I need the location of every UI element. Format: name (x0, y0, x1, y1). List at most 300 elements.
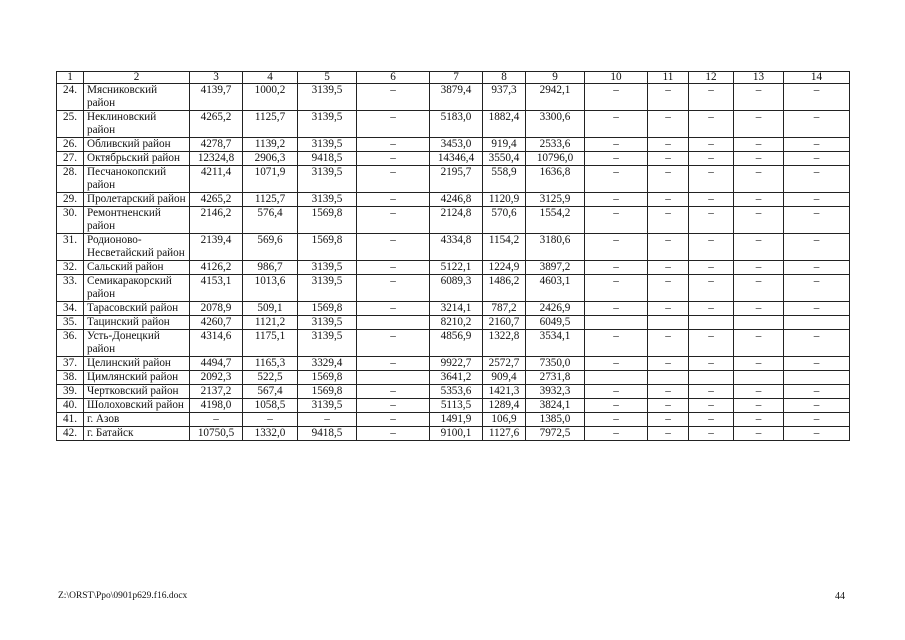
district-name-cell: Тарасовский район (84, 302, 190, 316)
table-header-row (57, 72, 850, 84)
value-cell: – (689, 399, 734, 413)
value-cell (648, 316, 689, 330)
value-cell: 1554,2 (526, 207, 585, 234)
value-cell: 558,9 (483, 166, 526, 193)
district-name-cell: Цимлянский район (84, 371, 190, 385)
value-cell: – (648, 166, 689, 193)
district-name-cell: Семикаракорский район (84, 275, 190, 302)
district-name-cell: Чертковский район (84, 385, 190, 399)
value-cell: – (734, 261, 784, 275)
value-cell: 4246,8 (430, 193, 483, 207)
footer-page-number: 44 (835, 591, 845, 602)
district-name-cell: Ремонтненский район (84, 207, 190, 234)
value-cell: 3550,4 (483, 152, 526, 166)
value-cell (734, 316, 784, 330)
value-cell: 3139,5 (298, 138, 357, 152)
data-table (56, 71, 850, 441)
value-cell: – (734, 111, 784, 138)
value-cell: 3300,6 (526, 111, 585, 138)
value-cell: 1071,9 (243, 166, 298, 193)
value-cell (689, 371, 734, 385)
value-cell: – (689, 413, 734, 427)
value-cell: – (784, 207, 850, 234)
row-number-cell: 30. (57, 207, 84, 234)
row-number-cell: 27. (57, 152, 84, 166)
value-cell: – (689, 234, 734, 261)
value-cell (734, 371, 784, 385)
value-cell: – (734, 275, 784, 302)
footer-file-path: Z:\ORST\Ppo\0901p629.f16.docx (58, 591, 188, 601)
value-cell: – (784, 166, 850, 193)
table-row (57, 371, 850, 385)
district-name-cell: г. Батайск (84, 427, 190, 441)
value-cell: – (734, 207, 784, 234)
value-cell (689, 316, 734, 330)
value-cell: 2533,6 (526, 138, 585, 152)
column-number-header: 12 (689, 72, 734, 84)
value-cell: – (648, 207, 689, 234)
district-name-cell: Сальский район (84, 261, 190, 275)
value-cell: – (357, 413, 430, 427)
row-number-cell: 35. (57, 316, 84, 330)
column-number-header: 2 (84, 72, 190, 84)
value-cell: 1322,8 (483, 330, 526, 357)
value-cell: 3139,5 (298, 261, 357, 275)
value-cell: 1125,7 (243, 111, 298, 138)
table-row (57, 275, 850, 302)
value-cell: – (357, 330, 430, 357)
table-row (57, 385, 850, 399)
value-cell: – (784, 357, 850, 371)
value-cell: 3139,5 (298, 316, 357, 330)
value-cell: – (734, 357, 784, 371)
value-cell: 9100,1 (430, 427, 483, 441)
value-cell: – (734, 84, 784, 111)
value-cell (585, 371, 648, 385)
value-cell: – (648, 385, 689, 399)
table-row (57, 357, 850, 371)
column-number-header: 10 (585, 72, 648, 84)
row-number-cell: 31. (57, 234, 84, 261)
district-name-cell: Усть-Донецкий район (84, 330, 190, 357)
district-name-cell: Шолоховский район (84, 399, 190, 413)
value-cell: 1569,8 (298, 371, 357, 385)
value-cell: 1569,8 (298, 385, 357, 399)
value-cell: – (648, 427, 689, 441)
value-cell: – (648, 261, 689, 275)
value-cell: – (648, 234, 689, 261)
row-number-cell: 33. (57, 275, 84, 302)
value-cell: 7972,5 (526, 427, 585, 441)
district-name-cell: г. Азов (84, 413, 190, 427)
value-cell: – (243, 413, 298, 427)
value-cell: – (357, 207, 430, 234)
value-cell: 3214,1 (430, 302, 483, 316)
value-cell: 1121,2 (243, 316, 298, 330)
value-cell: – (648, 138, 689, 152)
district-name-cell: Целинский район (84, 357, 190, 371)
value-cell: – (648, 193, 689, 207)
row-number-cell: 26. (57, 138, 84, 152)
row-number-cell: 37. (57, 357, 84, 371)
value-cell: – (648, 302, 689, 316)
value-cell: 3139,5 (298, 330, 357, 357)
value-cell: – (585, 399, 648, 413)
value-cell: – (689, 111, 734, 138)
table-row (57, 427, 850, 441)
value-cell: 4603,1 (526, 275, 585, 302)
value-cell: 12324,8 (190, 152, 243, 166)
table-row (57, 193, 850, 207)
value-cell: – (689, 166, 734, 193)
value-cell: 8210,2 (430, 316, 483, 330)
value-cell: 1000,2 (243, 84, 298, 111)
value-cell: – (648, 84, 689, 111)
value-cell: 3329,4 (298, 357, 357, 371)
value-cell: – (784, 193, 850, 207)
value-cell: – (734, 385, 784, 399)
value-cell: 1013,6 (243, 275, 298, 302)
value-cell: – (648, 275, 689, 302)
value-cell: – (585, 385, 648, 399)
value-cell: – (298, 413, 357, 427)
value-cell: 1636,8 (526, 166, 585, 193)
value-cell: 4198,0 (190, 399, 243, 413)
column-number-header: 3 (190, 72, 243, 84)
district-name-cell: Обливский район (84, 138, 190, 152)
column-number-header: 9 (526, 72, 585, 84)
value-cell: – (585, 193, 648, 207)
value-cell: – (689, 427, 734, 441)
value-cell (357, 371, 430, 385)
value-cell: – (585, 330, 648, 357)
value-cell: 4126,2 (190, 261, 243, 275)
value-cell: 2195,7 (430, 166, 483, 193)
value-cell: 3139,5 (298, 193, 357, 207)
value-cell: – (648, 330, 689, 357)
value-cell: 4153,1 (190, 275, 243, 302)
value-cell: 3139,5 (298, 84, 357, 111)
value-cell: 1882,4 (483, 111, 526, 138)
table-row (57, 330, 850, 357)
value-cell: 1569,8 (298, 234, 357, 261)
value-cell: 1175,1 (243, 330, 298, 357)
row-number-cell: 38. (57, 371, 84, 385)
value-cell: 570,6 (483, 207, 526, 234)
value-cell: – (734, 302, 784, 316)
column-number-header: 8 (483, 72, 526, 84)
value-cell: – (784, 399, 850, 413)
row-number-cell: 42. (57, 427, 84, 441)
value-cell: – (357, 138, 430, 152)
value-cell: 3453,0 (430, 138, 483, 152)
value-cell: 5353,6 (430, 385, 483, 399)
value-cell: – (734, 138, 784, 152)
value-cell: – (689, 330, 734, 357)
value-cell: – (734, 330, 784, 357)
value-cell: – (784, 275, 850, 302)
value-cell: 4314,6 (190, 330, 243, 357)
value-cell: – (585, 166, 648, 193)
value-cell: 522,5 (243, 371, 298, 385)
value-cell: 1332,0 (243, 427, 298, 441)
value-cell: 3139,5 (298, 111, 357, 138)
value-cell: 1385,0 (526, 413, 585, 427)
value-cell: – (689, 193, 734, 207)
value-cell: – (357, 302, 430, 316)
value-cell: – (357, 234, 430, 261)
value-cell: – (689, 357, 734, 371)
value-cell: – (357, 193, 430, 207)
value-cell: 1120,9 (483, 193, 526, 207)
district-name-cell: Тацинский район (84, 316, 190, 330)
value-cell: 3139,5 (298, 399, 357, 413)
value-cell: 3125,9 (526, 193, 585, 207)
value-cell: 576,4 (243, 207, 298, 234)
value-cell: 2137,2 (190, 385, 243, 399)
value-cell: 6049,5 (526, 316, 585, 330)
value-cell: 986,7 (243, 261, 298, 275)
value-cell: – (585, 275, 648, 302)
table-row (57, 399, 850, 413)
value-cell: – (357, 357, 430, 371)
table-row (57, 234, 850, 261)
table-row (57, 302, 850, 316)
value-cell: 14346,4 (430, 152, 483, 166)
value-cell: – (689, 152, 734, 166)
column-number-header: 11 (648, 72, 689, 84)
value-cell: 937,3 (483, 84, 526, 111)
value-cell: 9418,5 (298, 152, 357, 166)
value-cell: 1165,3 (243, 357, 298, 371)
value-cell: – (734, 193, 784, 207)
value-cell: – (689, 207, 734, 234)
value-cell: 1569,8 (298, 302, 357, 316)
value-cell: – (784, 84, 850, 111)
value-cell: – (585, 138, 648, 152)
value-cell: – (689, 84, 734, 111)
value-cell: 9922,7 (430, 357, 483, 371)
value-cell: – (734, 166, 784, 193)
table-row (57, 261, 850, 275)
value-cell: – (784, 330, 850, 357)
value-cell: 2124,8 (430, 207, 483, 234)
row-number-cell: 36. (57, 330, 84, 357)
value-cell: 5113,5 (430, 399, 483, 413)
column-number-header: 13 (734, 72, 784, 84)
value-cell: 3879,4 (430, 84, 483, 111)
value-cell: 2426,9 (526, 302, 585, 316)
value-cell: – (357, 275, 430, 302)
value-cell: – (784, 152, 850, 166)
value-cell: – (357, 111, 430, 138)
value-cell: 3139,5 (298, 166, 357, 193)
value-cell: – (190, 413, 243, 427)
value-cell (585, 316, 648, 330)
value-cell: – (357, 166, 430, 193)
value-cell: 787,2 (483, 302, 526, 316)
value-cell: – (784, 427, 850, 441)
value-cell: 7350,0 (526, 357, 585, 371)
value-cell: – (357, 152, 430, 166)
value-cell: – (648, 399, 689, 413)
value-cell: – (585, 357, 648, 371)
value-cell: – (585, 111, 648, 138)
value-cell: 3139,5 (298, 275, 357, 302)
table-row (57, 413, 850, 427)
value-cell: – (734, 427, 784, 441)
value-cell: 6089,3 (430, 275, 483, 302)
district-name-cell: Пролетарский район (84, 193, 190, 207)
column-number-header: 5 (298, 72, 357, 84)
value-cell: – (784, 302, 850, 316)
value-cell: – (648, 111, 689, 138)
row-number-cell: 24. (57, 84, 84, 111)
value-cell: – (784, 261, 850, 275)
value-cell: 3534,1 (526, 330, 585, 357)
value-cell: 919,4 (483, 138, 526, 152)
value-cell: 4211,4 (190, 166, 243, 193)
value-cell: 10796,0 (526, 152, 585, 166)
value-cell: – (585, 261, 648, 275)
value-cell: – (648, 152, 689, 166)
value-cell: – (689, 275, 734, 302)
value-cell: – (734, 234, 784, 261)
row-number-cell: 40. (57, 399, 84, 413)
value-cell: 1154,2 (483, 234, 526, 261)
value-cell: 4494,7 (190, 357, 243, 371)
value-cell: – (357, 261, 430, 275)
value-cell: – (585, 427, 648, 441)
value-cell: – (357, 427, 430, 441)
value-cell: 1139,2 (243, 138, 298, 152)
value-cell: – (357, 399, 430, 413)
district-name-cell: Родионово-Несветайский район (84, 234, 190, 261)
value-cell: 4265,2 (190, 111, 243, 138)
value-cell: 909,4 (483, 371, 526, 385)
row-number-cell: 32. (57, 261, 84, 275)
value-cell: – (357, 385, 430, 399)
value-cell: 2160,7 (483, 316, 526, 330)
table-row (57, 316, 850, 330)
value-cell: 2139,4 (190, 234, 243, 261)
value-cell: – (648, 413, 689, 427)
row-number-cell: 29. (57, 193, 84, 207)
value-cell: – (734, 399, 784, 413)
value-cell: 4856,9 (430, 330, 483, 357)
value-cell: 9418,5 (298, 427, 357, 441)
column-number-header: 1 (57, 72, 84, 84)
value-cell: 2092,3 (190, 371, 243, 385)
value-cell: – (784, 234, 850, 261)
value-cell (357, 316, 430, 330)
value-cell: – (585, 207, 648, 234)
value-cell: – (734, 413, 784, 427)
table-row (57, 111, 850, 138)
value-cell: 3641,2 (430, 371, 483, 385)
row-number-cell: 34. (57, 302, 84, 316)
value-cell: – (585, 234, 648, 261)
district-name-cell: Октябрьский район (84, 152, 190, 166)
column-number-header: 4 (243, 72, 298, 84)
value-cell: – (585, 152, 648, 166)
value-cell: 2572,7 (483, 357, 526, 371)
value-cell: – (648, 357, 689, 371)
district-name-cell: Песчанокопский район (84, 166, 190, 193)
value-cell: 3824,1 (526, 399, 585, 413)
value-cell: 3897,2 (526, 261, 585, 275)
value-cell: 1058,5 (243, 399, 298, 413)
table-row (57, 166, 850, 193)
row-number-cell: 28. (57, 166, 84, 193)
value-cell: – (784, 413, 850, 427)
value-cell: 106,9 (483, 413, 526, 427)
value-cell: 2906,3 (243, 152, 298, 166)
table-row (57, 207, 850, 234)
value-cell: 567,4 (243, 385, 298, 399)
value-cell: 4139,7 (190, 84, 243, 111)
value-cell: 1127,6 (483, 427, 526, 441)
table-row (57, 138, 850, 152)
value-cell: – (689, 385, 734, 399)
value-cell: 1569,8 (298, 207, 357, 234)
value-cell: 4260,7 (190, 316, 243, 330)
value-cell: – (357, 84, 430, 111)
value-cell: 1486,2 (483, 275, 526, 302)
value-cell: 1421,3 (483, 385, 526, 399)
district-name-cell: Неклиновский район (84, 111, 190, 138)
value-cell: 2731,8 (526, 371, 585, 385)
column-number-header: 7 (430, 72, 483, 84)
value-cell: – (585, 413, 648, 427)
value-cell: 1491,9 (430, 413, 483, 427)
value-cell: – (784, 138, 850, 152)
value-cell: – (689, 302, 734, 316)
value-cell: – (585, 84, 648, 111)
value-cell: 569,6 (243, 234, 298, 261)
district-name-cell: Мясниковский район (84, 84, 190, 111)
column-number-header: 6 (357, 72, 430, 84)
value-cell: 3932,3 (526, 385, 585, 399)
value-cell: – (689, 261, 734, 275)
row-number-cell: 41. (57, 413, 84, 427)
value-cell: 1289,4 (483, 399, 526, 413)
value-cell: – (784, 385, 850, 399)
value-cell: 5183,0 (430, 111, 483, 138)
row-number-cell: 39. (57, 385, 84, 399)
value-cell: 2942,1 (526, 84, 585, 111)
value-cell (784, 316, 850, 330)
value-cell: 4278,7 (190, 138, 243, 152)
value-cell (648, 371, 689, 385)
column-number-header: 14 (784, 72, 850, 84)
value-cell: 4265,2 (190, 193, 243, 207)
value-cell: 1125,7 (243, 193, 298, 207)
value-cell: 4334,8 (430, 234, 483, 261)
value-cell: 509,1 (243, 302, 298, 316)
value-cell: – (585, 302, 648, 316)
value-cell: 10750,5 (190, 427, 243, 441)
table-row (57, 84, 850, 111)
value-cell: – (734, 152, 784, 166)
value-cell: 2146,2 (190, 207, 243, 234)
value-cell: – (689, 138, 734, 152)
value-cell (784, 371, 850, 385)
value-cell: 5122,1 (430, 261, 483, 275)
value-cell: – (784, 111, 850, 138)
value-cell: 3180,6 (526, 234, 585, 261)
row-number-cell: 25. (57, 111, 84, 138)
